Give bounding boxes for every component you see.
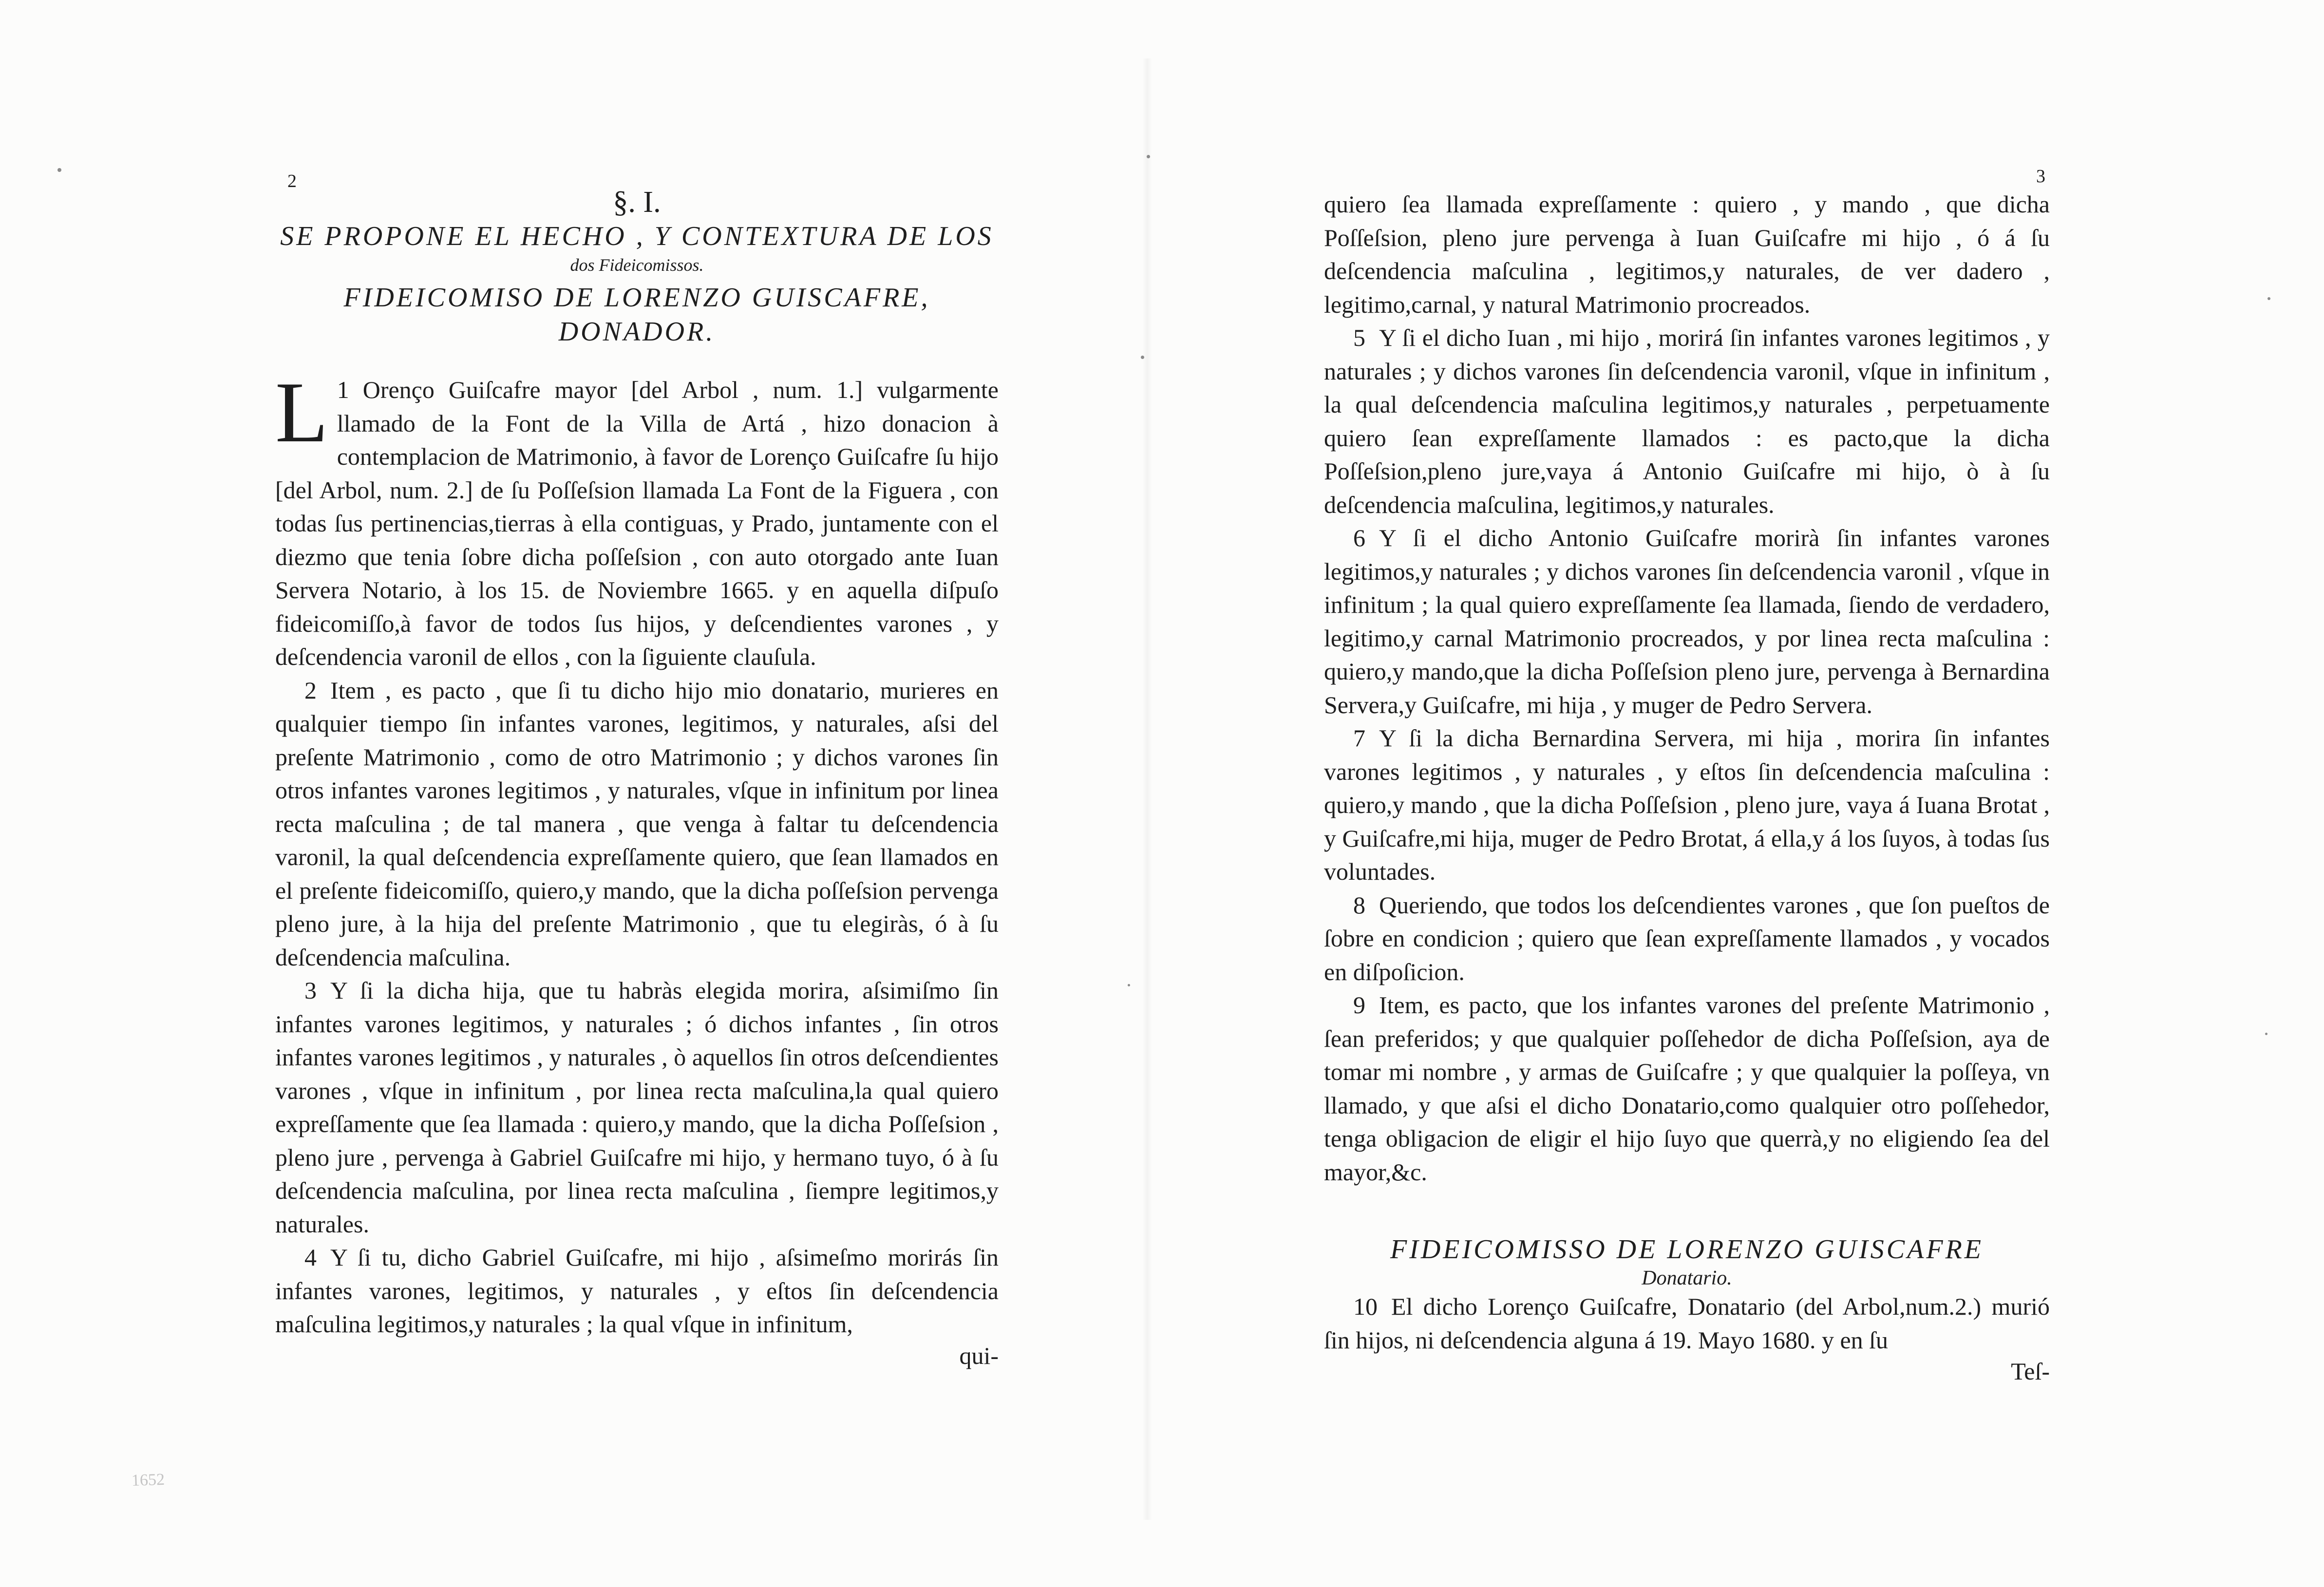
paragraph-text: Item, es pacto, que los infantes varones del preſente Matrimonio , ſean preferidos; y que qualquier poſſehedor de dicha Poſſeſsion, aya de tomar mi nombre , y armas de Guiſcafre ; y que qualquier la poſſeya, vn llamado, y que aſsi el dicho Donatario,como qualquier otro poſſehedor, tenga obligacion de eligir el hijo ſuyo que querrà,y no eligiendo ſea del mayor,&c. — [1324, 991, 2050, 1186]
right-page — [1324, 188, 2050, 1386]
left-page — [275, 166, 999, 1370]
gutter-shadow — [1142, 58, 1152, 1520]
paragraph-7 — [1324, 721, 2050, 888]
paragraph-number: 6 — [1353, 524, 1365, 551]
paragraph-6 — [1324, 521, 2050, 721]
paragraph-text: Queriendo, que todos los deſcendientes varones , que ſon pueſtos de ſobre en condicion ; quiero que ſean expreſſamente llamados , y vocados en diſpoſicion. — [1324, 891, 2050, 985]
paragraph-2 — [275, 674, 999, 974]
paragraph-text: Y ſi el dicho Antonio Guiſcafre morirà ſin infantes varones legitimos,y naturales ; y dichos varones ſin deſcendencia varonil , vſque in infinitum ; la qual quiero expreſſamente ſea llamada, ſiendo de verdadero, legitimo,y carnal Matrimonio procreados, y por linea recta maſculina : quiero,y mando,que la dicha Poſſeſsion pleno jure, pervenga à Bernardina Servera,y Guiſcafre, mi hija , y muger de Pedro Servera. — [1324, 524, 2050, 718]
fideicomisso-heading-sub: Donatario. — [1642, 1267, 1732, 1289]
catchword: Teſ- — [2011, 1358, 2050, 1385]
paragraph-number: 8 — [1353, 891, 1365, 919]
paragraph-number: 10 — [1353, 1293, 1378, 1320]
paragraph-text: Y ſi la dicha hija, que tu habràs elegida morira, aſsimiſmo ſin infantes varones legitimos, y naturales ; ó dichos infantes , ſin otros infantes varones legitimos , y naturales , ò aquellos ſin otros deſcendientes varones , vſque in infinitum , por linea recta maſculina,la qual quiero expreſſamente que ſea llamada : quiero,y mando, que la dicha Poſſeſsion , pleno jure , pervenga à Gabriel Guiſcafre mi hijo, y hermano tuyo, ó à ſu deſcendencia maſculina, por linea recta maſculina , ſiempre legitimos,y naturales. — [275, 977, 999, 1238]
paragraph-text: Y ſi la dicha Bernardina Servera, mi hija , morira ſin infantes varones legitimos , y naturales , y eſtos ſin deſcendencia maſculina : quiero,y mando , que la dicha Poſſeſsion , pleno jure, vaya á Iuana Brotat , y Guiſcafre,mi hija, muger de Pedro Brotat, á ella,y á los ſuyos, à todas ſus voluntades. — [1324, 724, 2050, 885]
fideicomiso-heading: FIDEICOMISO DE LORENZO GUISCAFRE, DONADOR. — [343, 283, 930, 347]
paper-speck — [57, 168, 61, 172]
section-mark: §. I. — [613, 186, 661, 219]
paragraph-4 — [275, 1241, 999, 1341]
chapter-heading: SE PROPONE EL HECHO , Y CONTEXTURA DE LOS — [280, 221, 994, 251]
paper-speck — [1147, 155, 1150, 158]
paragraph-number: 9 — [1353, 991, 1365, 1019]
paragraph-continued — [1324, 188, 2050, 321]
paper-speck — [1128, 984, 1130, 986]
paragraph-text: Y ſi el dicho Iuan , mi hijo , morirá ſin infantes varones legitimos , y naturales ; y dichos varones ſin deſcendencia varonil, vſque in infinitum , la qual deſcendencia maſculina legitimos,y naturales , perpetuamente quiero ſean expreſſamente llamados : es pacto,que la dicha Poſſeſsion,pleno jure,vaya á Antonio Guiſcafre mi hijo, ò à ſu deſcendencia maſculina, legitimos,y naturales. — [1324, 324, 2050, 518]
paragraph-text: Item , es pacto , que ſi tu dicho hijo mio donatario, murieres en qualquier tiempo ſin infantes varones, legitimos, y naturales, aſsi del preſente Matrimonio , como de otro Matrimonio ; y dichos varones ſin otros infantes varones legitimos , y naturales, vſque in infinitum por linea recta maſculina ; de tal manera , que venga à faltar tu deſcendencia varonil, la qual deſcendencia expreſſamente quiero, que ſean llamados en el preſente fideicomiſſo, quiero,y mando, que la dicha poſſeſsion pervenga pleno jure, à la hija del preſente Matrimonio , que tu elegiràs, ó à ſu deſcendencia maſculina. — [275, 676, 999, 971]
paragraph-1 — [275, 364, 999, 674]
page-number-left: 2 — [287, 171, 297, 191]
paper-speck — [2265, 1033, 2267, 1035]
catchword: qui- — [959, 1341, 999, 1369]
page-number-right: 3 — [2036, 166, 2045, 187]
paper-speck — [1141, 356, 1144, 359]
paragraph-3 — [275, 974, 999, 1241]
paragraph-number: 2 — [304, 676, 317, 704]
paragraph-text: Orenço Guiſcafre mayor [del Arbol , num. 1.] vulgarmente llamado de la Font de la Villa de Artá , hizo donacion à contemplacion de Matrimonio, à favor de Lorenço Guiſcafre ſu hijo [del Arbol, num. 2.] de ſu Poſſeſsion llamada La Font de la Figuera , con todas ſus pertinencias,tierras à ella contiguas, y Prado, juntamente con el diezmo que tenia ſobre dicha poſſeſsion , con auto otorgado ante Iuan Servera Notario, à los 15. de Noviembre 1665. y en aquella diſpuſo fideicomiſſo,à favor de todos ſus hijos, y deſcendientes varones , y deſcendencia varonil de ellos , con la ſiguiente clauſula. — [275, 376, 999, 670]
paragraph-text: quiero ſea llamada expreſſamente : quiero , y mando , que dicha Poſſeſsion, pleno jure pervenga à Iuan Guiſcafre mi hijo , ó á ſu deſcendencia maſculina , legitimos,y naturales, de ver dadero , legitimo,carnal, y natural Matrimonio procreados. — [1324, 190, 2050, 318]
paper-speck — [2267, 297, 2270, 300]
paragraph-number: 1 — [337, 376, 349, 403]
paragraph-text: Y ſi tu, dicho Gabriel Guiſcafre, mi hijo , aſsimeſmo morirás ſin infantes varones, legitimos, y naturales , y eſtos ſin deſcendencia maſculina legitimos,y naturales ; la qual vſque in infinitum, — [275, 1244, 999, 1338]
paragraph-8 — [1324, 888, 2050, 989]
drop-cap: L — [275, 364, 328, 460]
paragraph-number: 4 — [304, 1244, 317, 1271]
paragraph-text: El dicho Lorenço Guiſcafre, Donatario (del Arbol,num.2.) murió ſin hijos, ni deſcendencia alguna á 19. Mayo 1680. y en ſu — [1324, 1293, 2050, 1354]
paragraph-number: 3 — [304, 977, 317, 1004]
fideicomisso-heading: FIDEICOMISSO DE LORENZO GUISCAFRE — [1390, 1234, 1984, 1265]
faded-stamp: 1652 — [131, 1470, 165, 1490]
chapter-heading-sub: dos Fideicomissos. — [570, 255, 704, 275]
paragraph-10 — [1324, 1290, 2050, 1357]
paragraph-number: 5 — [1353, 324, 1365, 351]
paragraph-5 — [1324, 321, 2050, 521]
paragraph-9 — [1324, 988, 2050, 1189]
paragraph-number: 7 — [1353, 724, 1365, 752]
